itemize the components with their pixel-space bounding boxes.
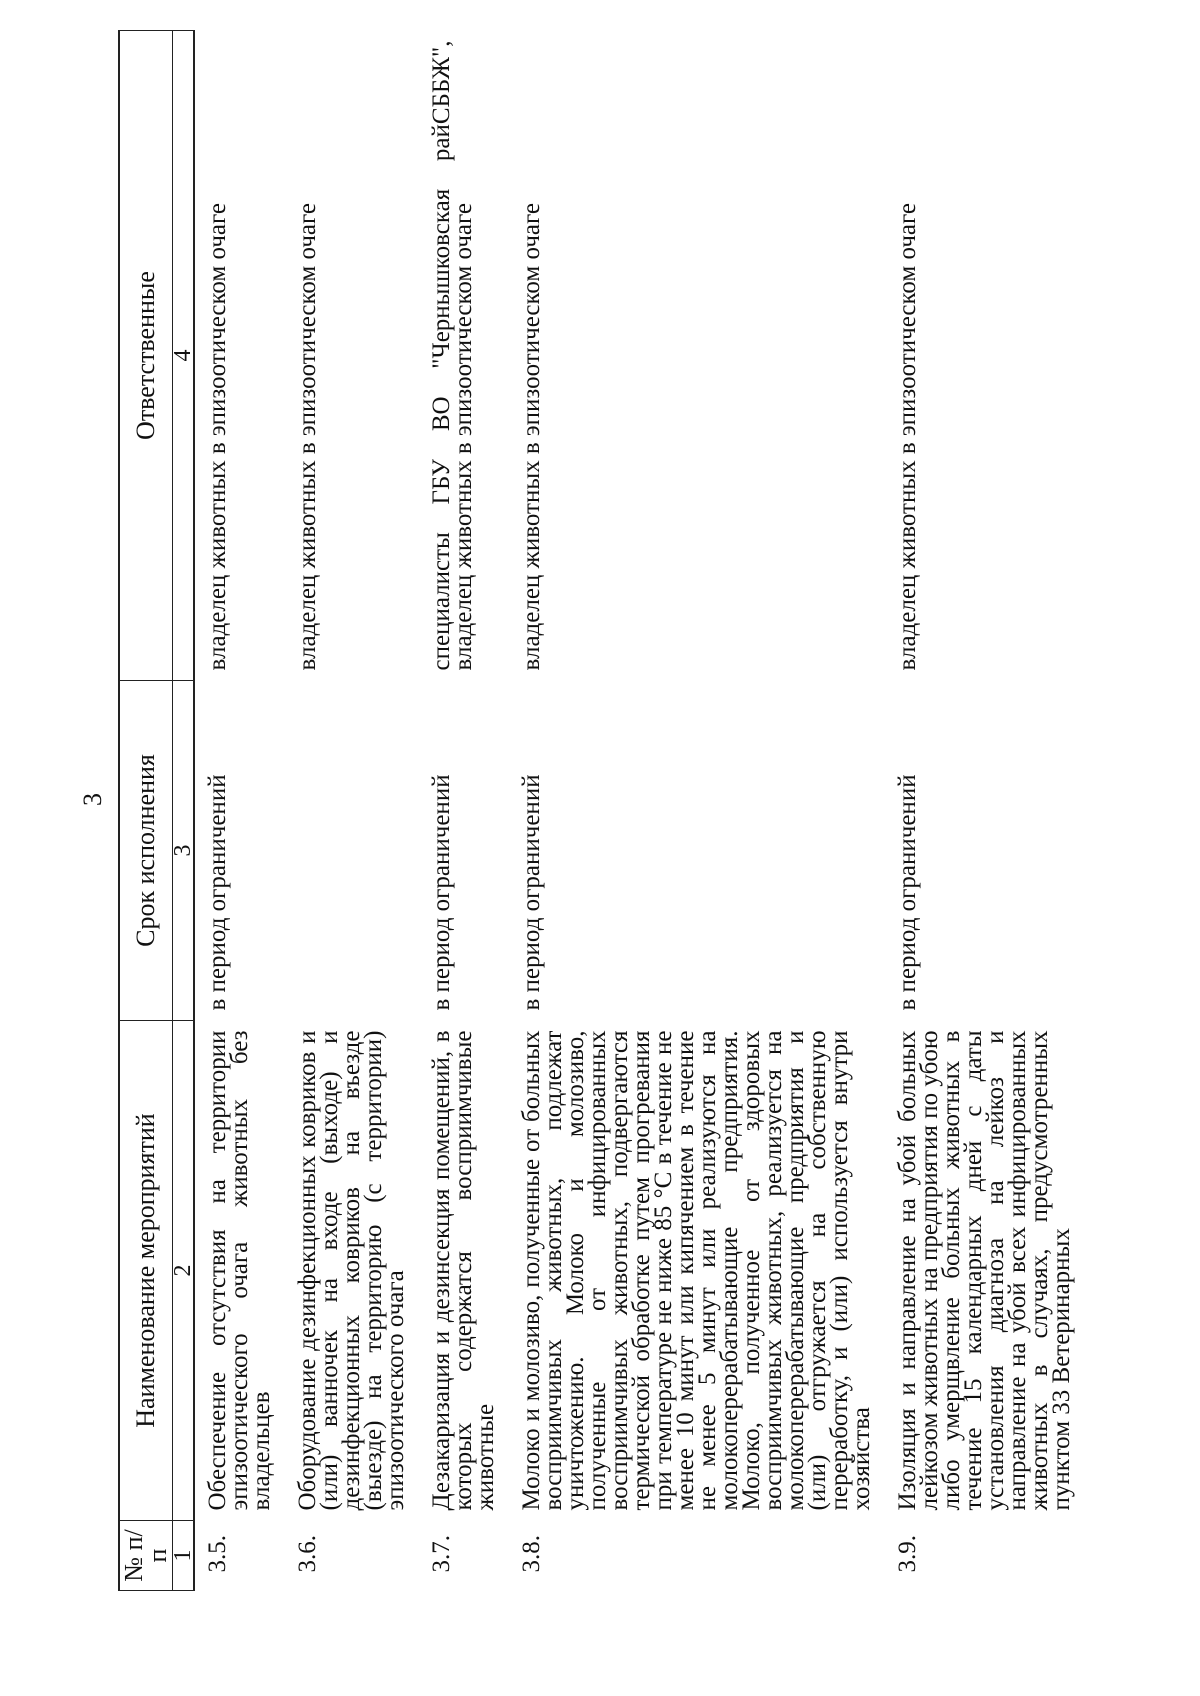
table-row [885,31,1085,1591]
row-responsible: специалисты ГБУ ВО "Чернышковская райСББЖ", владелец животных в эпизоотическом очаге [428,40,477,671]
row-deadline: в период ограничений [518,774,545,1011]
row-responsible: владелец животных в эпизоотическом очаге [204,202,231,671]
table-row [509,31,885,1591]
table-row [419,31,509,1591]
table-header-row [119,31,173,1591]
table-row [194,31,285,1591]
row-deadline: в период ограничений [894,774,921,1011]
row-measure: Обеспечение отсутствия на территории эпизоотического очага животных без владельцев [204,1030,275,1511]
row-responsible: владелец животных в эпизоотическом очаге [518,202,545,671]
row-measure: Оборудование дезинфекционных ковриков и (или) ванночек на входе (выходе) и дезинфекционных ковриков на въезде (выезде) на территорию (с территории) эпизоотического очага [294,1030,409,1511]
header-name: Наименование мероприятий [119,1021,173,1521]
row-measure: Изоляция и направление на убой больных лейкозом животных на предприятия по убою либо умерщвление больных животных в течение 15 календарных дней с даты установления диагноза на лейкоз и направление на убой всех инфицированных животных в случаях, предусмотренных пунктом 33 Ветеринарных [894,1030,1075,1511]
table-row [285,31,419,1591]
row-responsible: владелец животных в эпизоотическом очаге [294,202,321,671]
row-number: 3.6. [294,1535,321,1573]
measures-table [118,30,1085,1591]
row-deadline: в период ограничений [428,774,455,1011]
row-number: 3.9. [894,1535,921,1573]
row-number: 3.8. [518,1535,545,1573]
page-number: 3 [78,793,107,806]
row-deadline [285,681,419,1021]
column-number: 2 [173,1021,195,1521]
column-number: 3 [173,681,195,1021]
column-number: 1 [173,1521,195,1591]
header-responsible: Ответственные [119,31,173,681]
header-num: № п/п [119,1521,173,1591]
row-number: 3.7. [428,1535,455,1573]
row-measure: Дезакаризация и дезинсекция помещений, в которых содержатся восприимчивые животные [428,1030,499,1511]
row-deadline: в период ограничений [204,774,231,1011]
row-number: 3.5. [204,1535,231,1573]
column-number: 4 [173,31,195,681]
row-responsible: владелец животных в эпизоотическом очаге [894,202,921,671]
column-number-row [173,31,195,1591]
row-measure: Молоко и молозиво, полученные от больных восприимчивых животных, подлежат уничтожению. Молоко и молозиво, полученные от инфицированных восприимчивых животных, подвергаются термической обработке путем прогревания при температуре не ниже 85 °С в течение не менее 10 минут или кипячением в течение не менее 5 минут или реализуются на молокоперерабатывающие предприятия. Молоко, полученное от здоровых восприимчивых животных, реализуется на молокоперерабатывающие предприятия и (или) отгружается на собственную переработку, и (или) используется внутри хозяйства [518,1030,875,1511]
header-deadline: Срок исполнения [119,681,173,1021]
